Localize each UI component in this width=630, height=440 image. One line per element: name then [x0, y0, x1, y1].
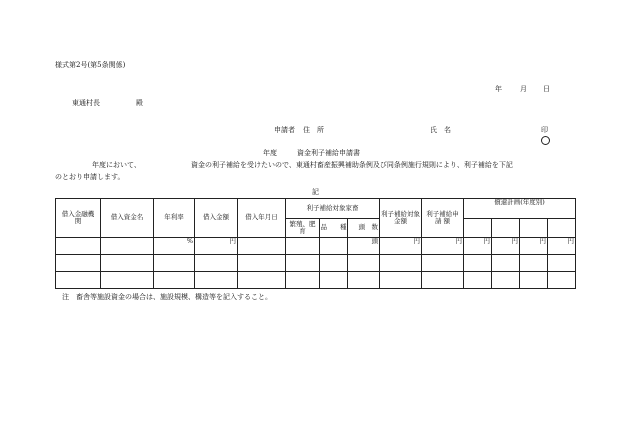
- target-amount-unit: 円: [380, 238, 422, 255]
- seal-circle-icon: [541, 136, 550, 145]
- repayment-unit: 円: [464, 238, 492, 255]
- header-application-amount: 利子補給申 請 額: [422, 199, 464, 238]
- body-year-phrase: 年度において、: [92, 161, 141, 169]
- header-breed-type: 繁殖、肥 育: [286, 219, 320, 238]
- body-line-2: のとおり申請します。: [55, 173, 125, 181]
- repayment-unit: 円: [520, 238, 548, 255]
- repayment-year-cell: [548, 219, 576, 238]
- repayment-year-cell: [464, 219, 492, 238]
- breed-cell: [320, 238, 348, 255]
- form-number: 様式第2号(第5条関係): [55, 61, 126, 69]
- repayment-unit: 円: [492, 238, 520, 255]
- header-amount: 借入金額: [195, 199, 238, 238]
- table-row: [56, 238, 576, 255]
- interest-subsidy-table: [55, 198, 576, 289]
- applicant-address-label: 住 所: [303, 126, 324, 134]
- document-title: 資金利子補給申請書: [297, 149, 360, 157]
- application-amount-unit: 円: [422, 238, 464, 255]
- applicant-name-label: 氏 名: [430, 126, 451, 134]
- header-repayment-group: 償還計画(年度別): [464, 199, 576, 219]
- title-year-label: 年度: [263, 149, 277, 157]
- repayment-year-cell: [492, 219, 520, 238]
- table-row: [56, 272, 576, 289]
- date-year-label: 年: [495, 85, 502, 93]
- header-target-amount: 利子補給対象金額: [380, 199, 422, 238]
- fund-name-cell: [101, 238, 154, 255]
- amount-unit: 円: [195, 238, 238, 255]
- header-date: 借入年月日: [238, 199, 286, 238]
- header-lender: 借入金融機 関: [56, 199, 101, 238]
- lender-cell: [56, 238, 101, 255]
- repayment-unit: 円: [548, 238, 576, 255]
- seal-label: 印: [541, 126, 548, 134]
- header-breed: 品 種: [320, 219, 348, 238]
- footnote: 注 畜舎等施設資金の場合は、施設規模、構造等を記入すること。: [62, 293, 272, 301]
- body-line-1: 資金の利子補給を受けたいので、東通村畜産振興補助条例及び同条例施行規則により、利子補給を下記: [191, 161, 513, 169]
- breed-type-cell: [286, 238, 320, 255]
- table-row: [56, 255, 576, 272]
- addressee-name: 東通村長: [72, 99, 100, 107]
- table-header-row: [56, 199, 576, 219]
- addressee-honorific: 殿: [136, 99, 143, 107]
- rate-unit: %: [154, 238, 195, 255]
- date-cell: [238, 238, 286, 255]
- date-month-label: 月: [520, 85, 527, 93]
- header-livestock-group: 利子補給対象家畜: [286, 199, 380, 219]
- repayment-year-cell: [520, 219, 548, 238]
- applicant-label: 申請者: [274, 126, 295, 134]
- header-rate: 年利率: [154, 199, 195, 238]
- date-day-label: 日: [543, 85, 550, 93]
- header-head-count: 頭 数: [348, 219, 380, 238]
- header-fund-name: 借入資金名: [101, 199, 154, 238]
- ki-label: 記: [312, 188, 319, 196]
- head-count-unit: 頭: [348, 238, 380, 255]
